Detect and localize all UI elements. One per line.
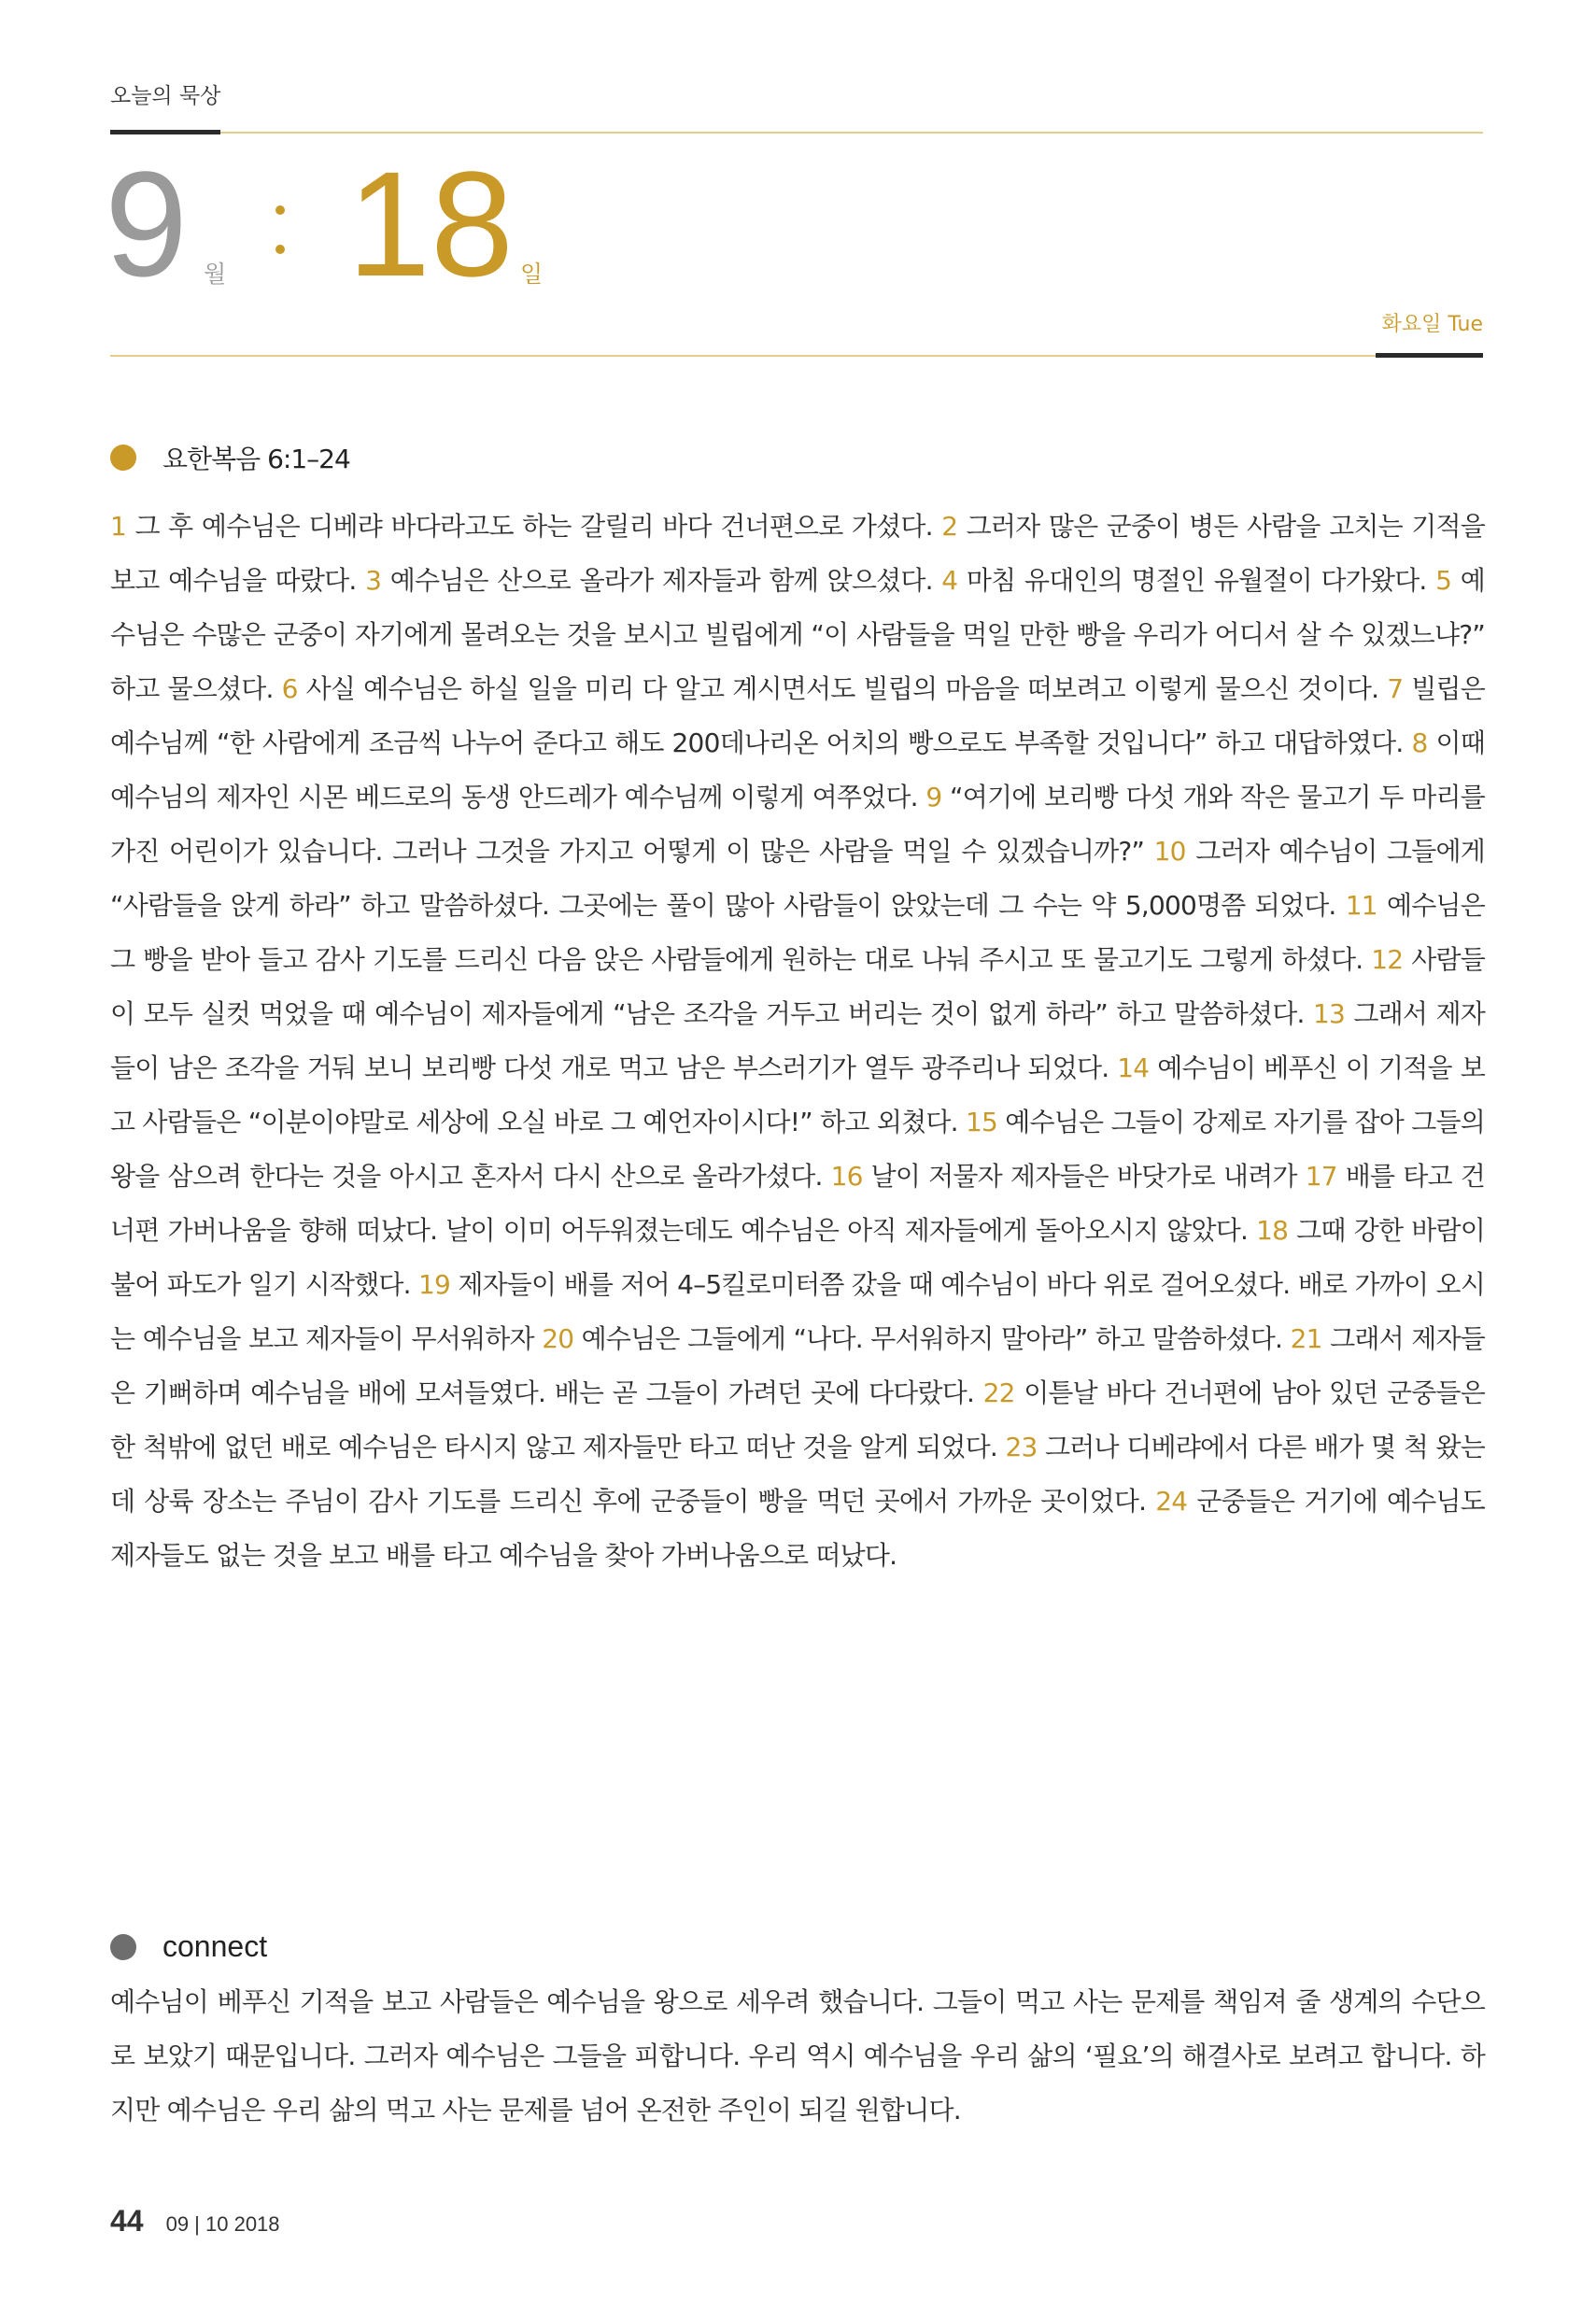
verse-text: 예수님은 그들이 강제로 자기를 잡아 그들의 왕을 삼으려 한다는 것을 아시고 혼자서 다시 산으로 올라가셨다. (110, 1107, 1485, 1192)
date-colon-top (275, 205, 285, 215)
connect-title: connect (162, 1929, 268, 1963)
verse-number: 14 (1117, 1052, 1150, 1083)
scripture-title: 요한복음 6:1–24 (162, 444, 350, 474)
verse-text: 예수님은 수많은 군중이 자기에게 몰려오는 것을 보시고 빌립에게 “이 사람들을 먹일 만한 빵을 우리가 어디서 살 수 있겠느냐?” 하고 물으셨다. (110, 565, 1485, 704)
verse-text: 예수님은 산으로 올라가 제자들과 함께 앉으셨다. (389, 565, 933, 596)
verse-number: 15 (965, 1107, 997, 1137)
top-rule-accent (110, 130, 220, 134)
verse-number: 3 (365, 565, 382, 596)
verse-text: 그러자 예수님이 그들에게 “사람들을 앉게 하라” 하고 말씀하셨다. 그곳에는 풀이 많아 사람들이 앉았는데 그 수는 약 5,000명쯤 되었다. (110, 836, 1485, 921)
verse-text: 이때 예수님의 제자인 시몬 베드로의 동생 안드레가 예수님께 이렇게 여쭈었다. (110, 727, 1485, 812)
scripture-heading (110, 439, 350, 476)
verse-number: 11 (1345, 890, 1377, 921)
verse-text: 그래서 제자들이 남은 조각을 거둬 보니 보리빵 다섯 개로 먹고 남은 부스러기가 열두 광주리나 되었다. (110, 998, 1486, 1083)
date-day: 18 (347, 140, 514, 307)
header-label: 오늘의 묵상 (110, 84, 221, 108)
verse-number: 2 (941, 511, 958, 542)
verse-number: 23 (1005, 1432, 1038, 1462)
verse-number: 12 (1371, 944, 1404, 975)
page-number: 44 (110, 2204, 144, 2238)
verse-number: 7 (1387, 673, 1404, 704)
connect-text: 예수님이 베푸신 기적을 보고 사람들은 예수님을 왕으로 세우려 했습니다. 그들이 먹고 사는 문제를 책임져 줄 생계의 수단으로 보았기 때문입니다. 그러자 예수님은 그들을 피합니다. 우리 역시 예수님을 우리 삶의 ‘필요’의 해결사로 보려고 합니다. 하지만 예수님은 우리 삶의 먹고 사는 문제를 넘어 온전한 주인이 되길 원합니다. (110, 1986, 1485, 2125)
date-rule (110, 355, 1483, 357)
verse-number: 16 (830, 1161, 863, 1192)
issue-date: 09 | 10 2018 (165, 2212, 280, 2236)
verse-number: 22 (982, 1377, 1015, 1408)
connect-heading (110, 1929, 267, 1964)
verse-number: 9 (925, 782, 942, 812)
weekday: 화요일 Tue (1381, 313, 1483, 336)
bullet-icon (110, 445, 136, 471)
verse-text: 그래서 제자들은 기뻐하며 예수님을 배에 모셔들였다. 배는 곧 그들이 가려던 곳에 다다랐다. (110, 1323, 1486, 1408)
verse-text: 날이 저물자 제자들은 바닷가로 내려가 (870, 1161, 1297, 1192)
verse-number: 24 (1155, 1486, 1188, 1517)
verse-text: 군중들은 거기에 예수님도 제자들도 없는 것을 보고 배를 타고 예수님을 찾아 가버나움으로 떠났다. (110, 1486, 1485, 1571)
verse-number: 10 (1153, 836, 1186, 867)
verse-text: 예수님은 그 빵을 받아 들고 감사 기도를 드리신 다음 앉은 사람들에게 원하는 대로 나눠 주시고 또 물고기도 그렇게 하셨다. (110, 890, 1485, 975)
verse-number: 5 (1435, 565, 1452, 596)
verse-text: 사람들이 모두 실컷 먹었을 때 예수님이 제자들에게 “남은 조각을 거두고 버리는 것이 없게 하라” 하고 말씀하셨다. (110, 944, 1485, 1029)
verse-text: “여기에 보리빵 다섯 개와 작은 물고기 두 마리를 가진 어린이가 있습니다. 그러나 그것을 가지고 어떻게 이 많은 사람을 먹일 수 있겠습니까?” (110, 782, 1485, 867)
date-day-unit: 일 (520, 261, 544, 288)
verse-number: 6 (281, 673, 298, 704)
page-footer (110, 2204, 280, 2238)
verse-text: 배를 타고 건너편 가버나움을 향해 떠났다. 날이 이미 어두워졌는데도 예수님은 아직 제자들에게 돌아오시지 않았다. (110, 1161, 1485, 1246)
verse-text: 마침 유대인의 명절인 유월절이 다가왔다. (966, 565, 1427, 596)
verse-text: 사실 예수님은 하실 일을 미리 다 알고 계시면서도 빌립의 마음을 떠보려고 이렇게 물으신 것이다. (305, 673, 1379, 704)
verse-number: 1 (110, 511, 127, 542)
verse-text: 그러나 디베랴에서 다른 배가 몇 척 왔는데 상륙 장소는 주님이 감사 기도를 드리신 후에 군중들이 빵을 먹던 곳에서 가까운 곳이었다. (110, 1432, 1485, 1517)
verse-text: 빌립은 예수님께 “한 사람에게 조금씩 나누어 준다고 해도 200데나리온 어치의 빵으로도 부족할 것입니다” 하고 대답하였다. (110, 673, 1485, 758)
verse-number: 17 (1305, 1161, 1337, 1192)
verse-number: 4 (941, 565, 958, 596)
date-rule-accent (1376, 353, 1483, 358)
verse-text: 이튿날 바다 건너편에 남아 있던 군중들은 한 척밖에 없던 배로 예수님은 타시지 않고 제자들만 타고 떠난 것을 알게 되었다. (110, 1377, 1485, 1462)
verse-text: 예수님이 베푸신 이 기적을 보고 사람들은 “이분이야말로 세상에 오실 바로 그 예언자이시다!” 하고 외쳤다. (110, 1052, 1485, 1137)
verse-number: 20 (542, 1323, 574, 1354)
bullet-icon (110, 1934, 136, 1960)
verse-number: 21 (1290, 1323, 1322, 1354)
scripture-text (110, 500, 1485, 1583)
verse-text: 그때 강한 바람이 불어 파도가 일기 시작했다. (110, 1215, 1485, 1300)
verse-number: 19 (417, 1269, 451, 1300)
date-colon-bottom (275, 245, 285, 254)
verse-text: 그러자 많은 군중이 병든 사람을 고치는 기적을 보고 예수님을 따랐다. (110, 511, 1486, 596)
verse-number: 18 (1256, 1215, 1289, 1246)
verse-number: 13 (1312, 998, 1345, 1029)
verse-text: 그 후 예수님은 디베랴 바다라고도 하는 갈릴리 바다 건너편으로 가셨다. (134, 511, 933, 542)
date-month-unit: 월 (204, 261, 227, 288)
verse-text: 제자들이 배를 저어 4–5킬로미터쯤 갔을 때 예수님이 바다 위로 걸어오셨다. 배로 가까이 오시는 예수님을 보고 제자들이 무서워하자 (110, 1269, 1485, 1354)
verse-number: 8 (1411, 727, 1428, 758)
verse-text: 예수님은 그들에게 “나다. 무서워하지 말아라” 하고 말씀하셨다. (581, 1323, 1283, 1354)
date-month: 9 (105, 140, 188, 307)
top-rule (110, 132, 1483, 134)
